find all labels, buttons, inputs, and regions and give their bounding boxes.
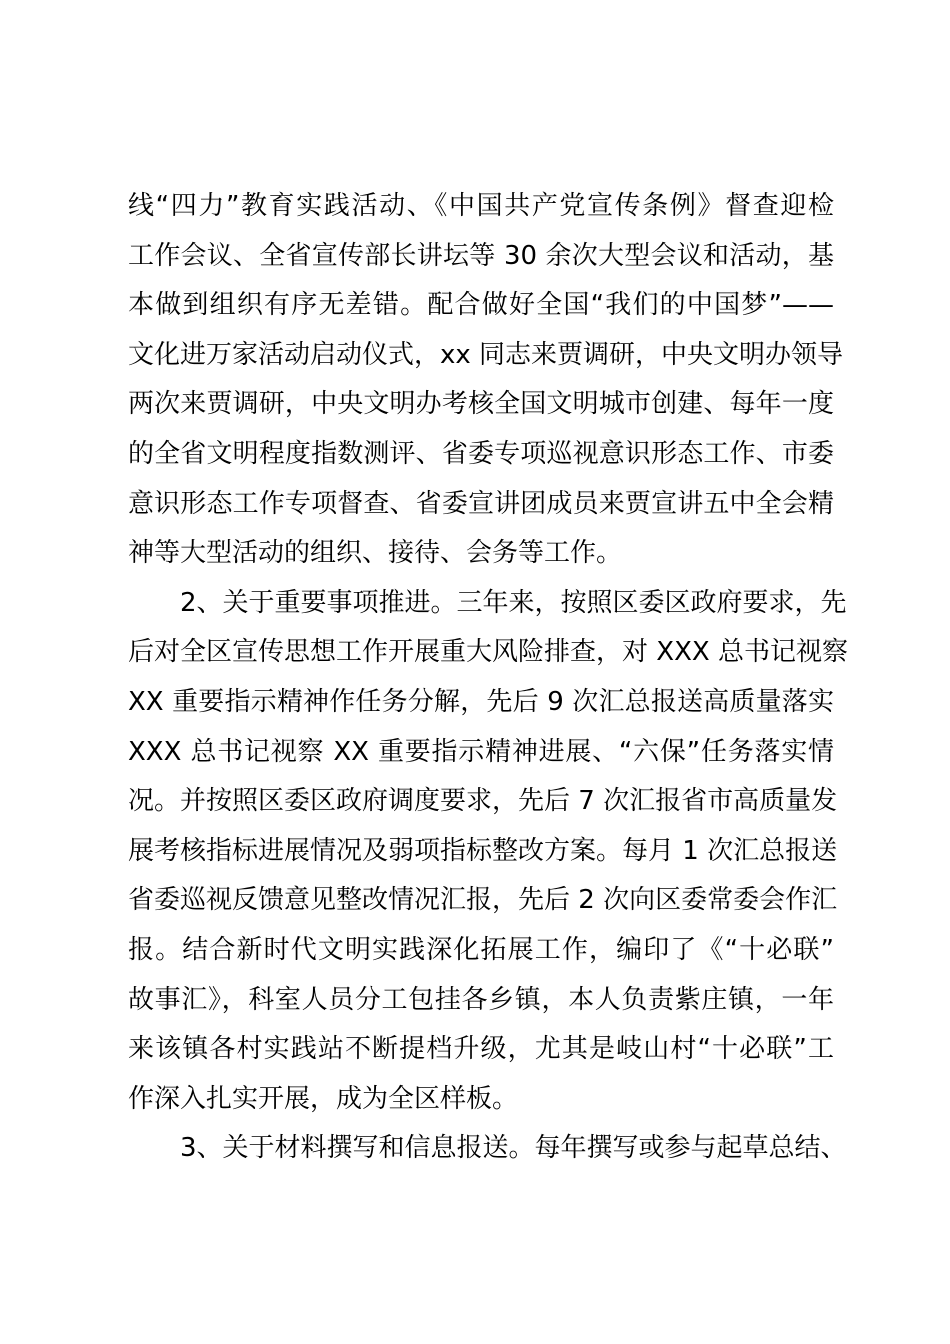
text-line: 文化进万家活动启动仪式，xx 同志来贾调研，中央文明办领导	[128, 339, 844, 370]
text-line: 工作会议、全省宣传部长讲坛等 30 余次大型会议和活动，基	[128, 240, 834, 271]
text-line: 后对全区宣传思想工作开展重大风险排查，对 XXX 总书记视察	[128, 637, 848, 668]
text-line: 省委巡视反馈意见整改情况汇报，先后 2 次向区委常委会作汇	[128, 885, 838, 916]
text-line: 意识形态工作专项督查、省委宣讲团成员来贾宣讲五中全会精	[128, 488, 834, 519]
text-line: 线“四力”教育实践活动、《中国共产党宣传条例》督查迎检	[128, 191, 834, 221]
text-line: 来该镇各村实践站不断提档升级，尤其是岐山村“十必联”工	[128, 1034, 834, 1065]
text-line: 作深入扎实开展，成为全区样板。	[128, 1083, 519, 1114]
text-line: 两次来贾调研，中央文明办考核全国文明城市创建、每年一度	[128, 389, 834, 420]
document-body	[128, 182, 848, 1174]
text-line: 展考核指标进展情况及弱项指标整改方案。每月 1 次汇总报送	[128, 835, 838, 866]
text-line: XXX 总书记视察 XX 重要指示精神进展、“六保”任务落实情	[128, 736, 834, 767]
text-line: 故事汇》，科室人员分工包挂各乡镇，本人负责紫庄镇，一年	[128, 984, 834, 1015]
text-line: XX 重要指示精神作任务分解，先后 9 次汇总报送高质量落实	[128, 686, 834, 717]
text-line: 本做到组织有序无差错。配合做好全国“我们的中国梦”——	[128, 290, 834, 321]
text-line: 报。结合新时代文明实践深化拓展工作，编印了《“十必联”	[128, 934, 834, 965]
text-line: 神等大型活动的组织、接待、会务等工作。	[128, 538, 623, 569]
paragraph-start-line: 2、关于重要事项推进。三年来，按照区委区政府要求，先	[180, 587, 847, 618]
paragraph-start-line: 3、关于材料撰写和信息报送。每年撰写或参与起草总结、	[180, 1133, 847, 1164]
text-line: 况。并按照区委区政府调度要求，先后 7 次汇报省市高质量发	[128, 786, 838, 817]
text-line: 的全省文明程度指数测评、省委专项巡视意识形态工作、市委	[128, 438, 834, 469]
